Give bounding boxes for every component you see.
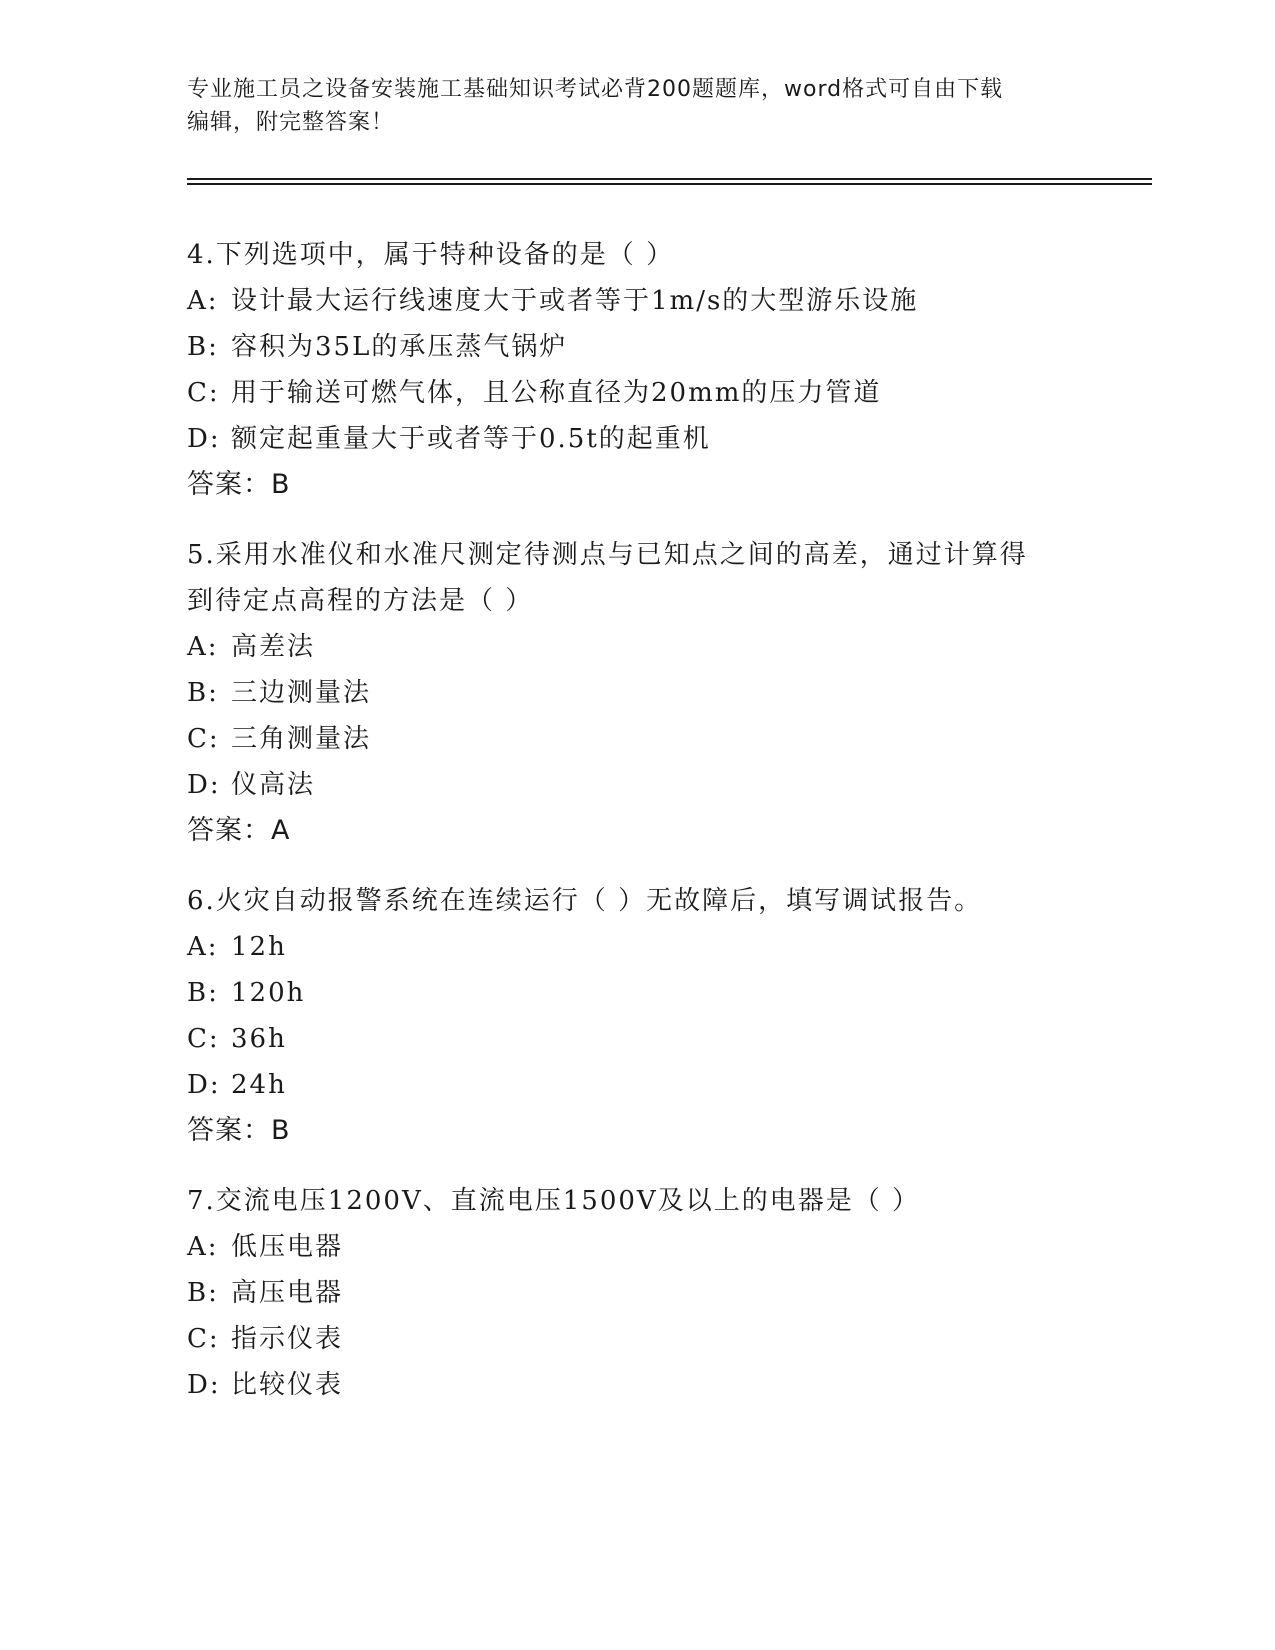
option-text: 三角测量法 (231, 724, 372, 754)
question-stem-continued: 到待定点高程的方法是（ ） (187, 586, 534, 616)
option-key: A: (187, 932, 219, 962)
question-4 (187, 232, 1087, 508)
option-key: B: (187, 978, 219, 1008)
option-text: 容积为35L的承压蒸气锅炉 (231, 332, 568, 362)
option-b (187, 1270, 1087, 1316)
question-stem: 7.交流电压1200V、直流电压1500V及以上的电器是（ ） (187, 1186, 920, 1216)
option-c (187, 1016, 1087, 1062)
option-key: D: (187, 770, 221, 800)
option-text: 设计最大运行线速度大于或者等于1m/s的大型游乐设施 (231, 286, 919, 316)
header-divider-bottom (187, 183, 1152, 185)
option-key: A: (187, 286, 219, 316)
option-d (187, 1362, 1087, 1408)
option-key: C: (187, 724, 220, 754)
option-key: D: (187, 1070, 221, 1100)
document-header (187, 73, 1087, 139)
question-7 (187, 1178, 1087, 1408)
option-key: D: (187, 424, 221, 454)
option-key: C: (187, 1324, 220, 1354)
question-5 (187, 532, 1087, 854)
question-stem: 5.采用水准仪和水准尺测定待测点与已知点之间的高差，通过计算得 (187, 540, 1028, 570)
header-title-line-1: 专业施工员之设备安装施工基础知识考试必背200题题库，word格式可自由下载 (187, 77, 1004, 102)
option-c (187, 716, 1087, 762)
option-a (187, 1224, 1087, 1270)
question-stem: 6.火灾自动报警系统在连续运行（ ）无故障后，填写调试报告。 (187, 886, 983, 916)
header-divider-top (187, 178, 1152, 180)
option-text: 高压电器 (231, 1278, 344, 1308)
option-key: D: (187, 1370, 221, 1400)
answer: 答案：B (187, 469, 291, 500)
option-text: 24h (231, 1070, 287, 1100)
option-key: C: (187, 378, 220, 408)
option-text: 三边测量法 (231, 678, 372, 708)
option-key: A: (187, 1232, 219, 1262)
option-text: 36h (231, 1024, 287, 1054)
option-text: 高差法 (231, 632, 316, 662)
option-b (187, 670, 1087, 716)
option-c (187, 370, 1087, 416)
option-text: 用于输送可燃气体，且公称直径为20mm的压力管道 (231, 378, 882, 408)
option-d (187, 1062, 1087, 1108)
option-d (187, 416, 1087, 462)
option-text: 额定起重量大于或者等于0.5t的起重机 (231, 424, 711, 454)
option-a (187, 278, 1087, 324)
option-text: 比较仪表 (231, 1370, 344, 1400)
question-6 (187, 878, 1087, 1154)
option-key: B: (187, 332, 219, 362)
option-text: 低压电器 (231, 1232, 344, 1262)
option-c (187, 1316, 1087, 1362)
option-text: 120h (231, 978, 306, 1008)
option-text: 12h (231, 932, 287, 962)
option-key: B: (187, 1278, 219, 1308)
option-text: 仪高法 (231, 770, 316, 800)
option-d (187, 762, 1087, 808)
header-title-line-2: 编辑，附完整答案！ (187, 110, 395, 135)
option-text: 指示仪表 (231, 1324, 344, 1354)
answer: 答案：A (187, 815, 291, 846)
option-a (187, 924, 1087, 970)
option-key: A: (187, 632, 219, 662)
option-key: B: (187, 678, 219, 708)
option-b (187, 970, 1087, 1016)
option-b (187, 324, 1087, 370)
option-key: C: (187, 1024, 220, 1054)
option-a (187, 624, 1087, 670)
question-stem: 4.下列选项中，属于特种设备的是（ ） (187, 240, 675, 270)
answer: 答案：B (187, 1115, 291, 1146)
question-list (187, 232, 1087, 1432)
